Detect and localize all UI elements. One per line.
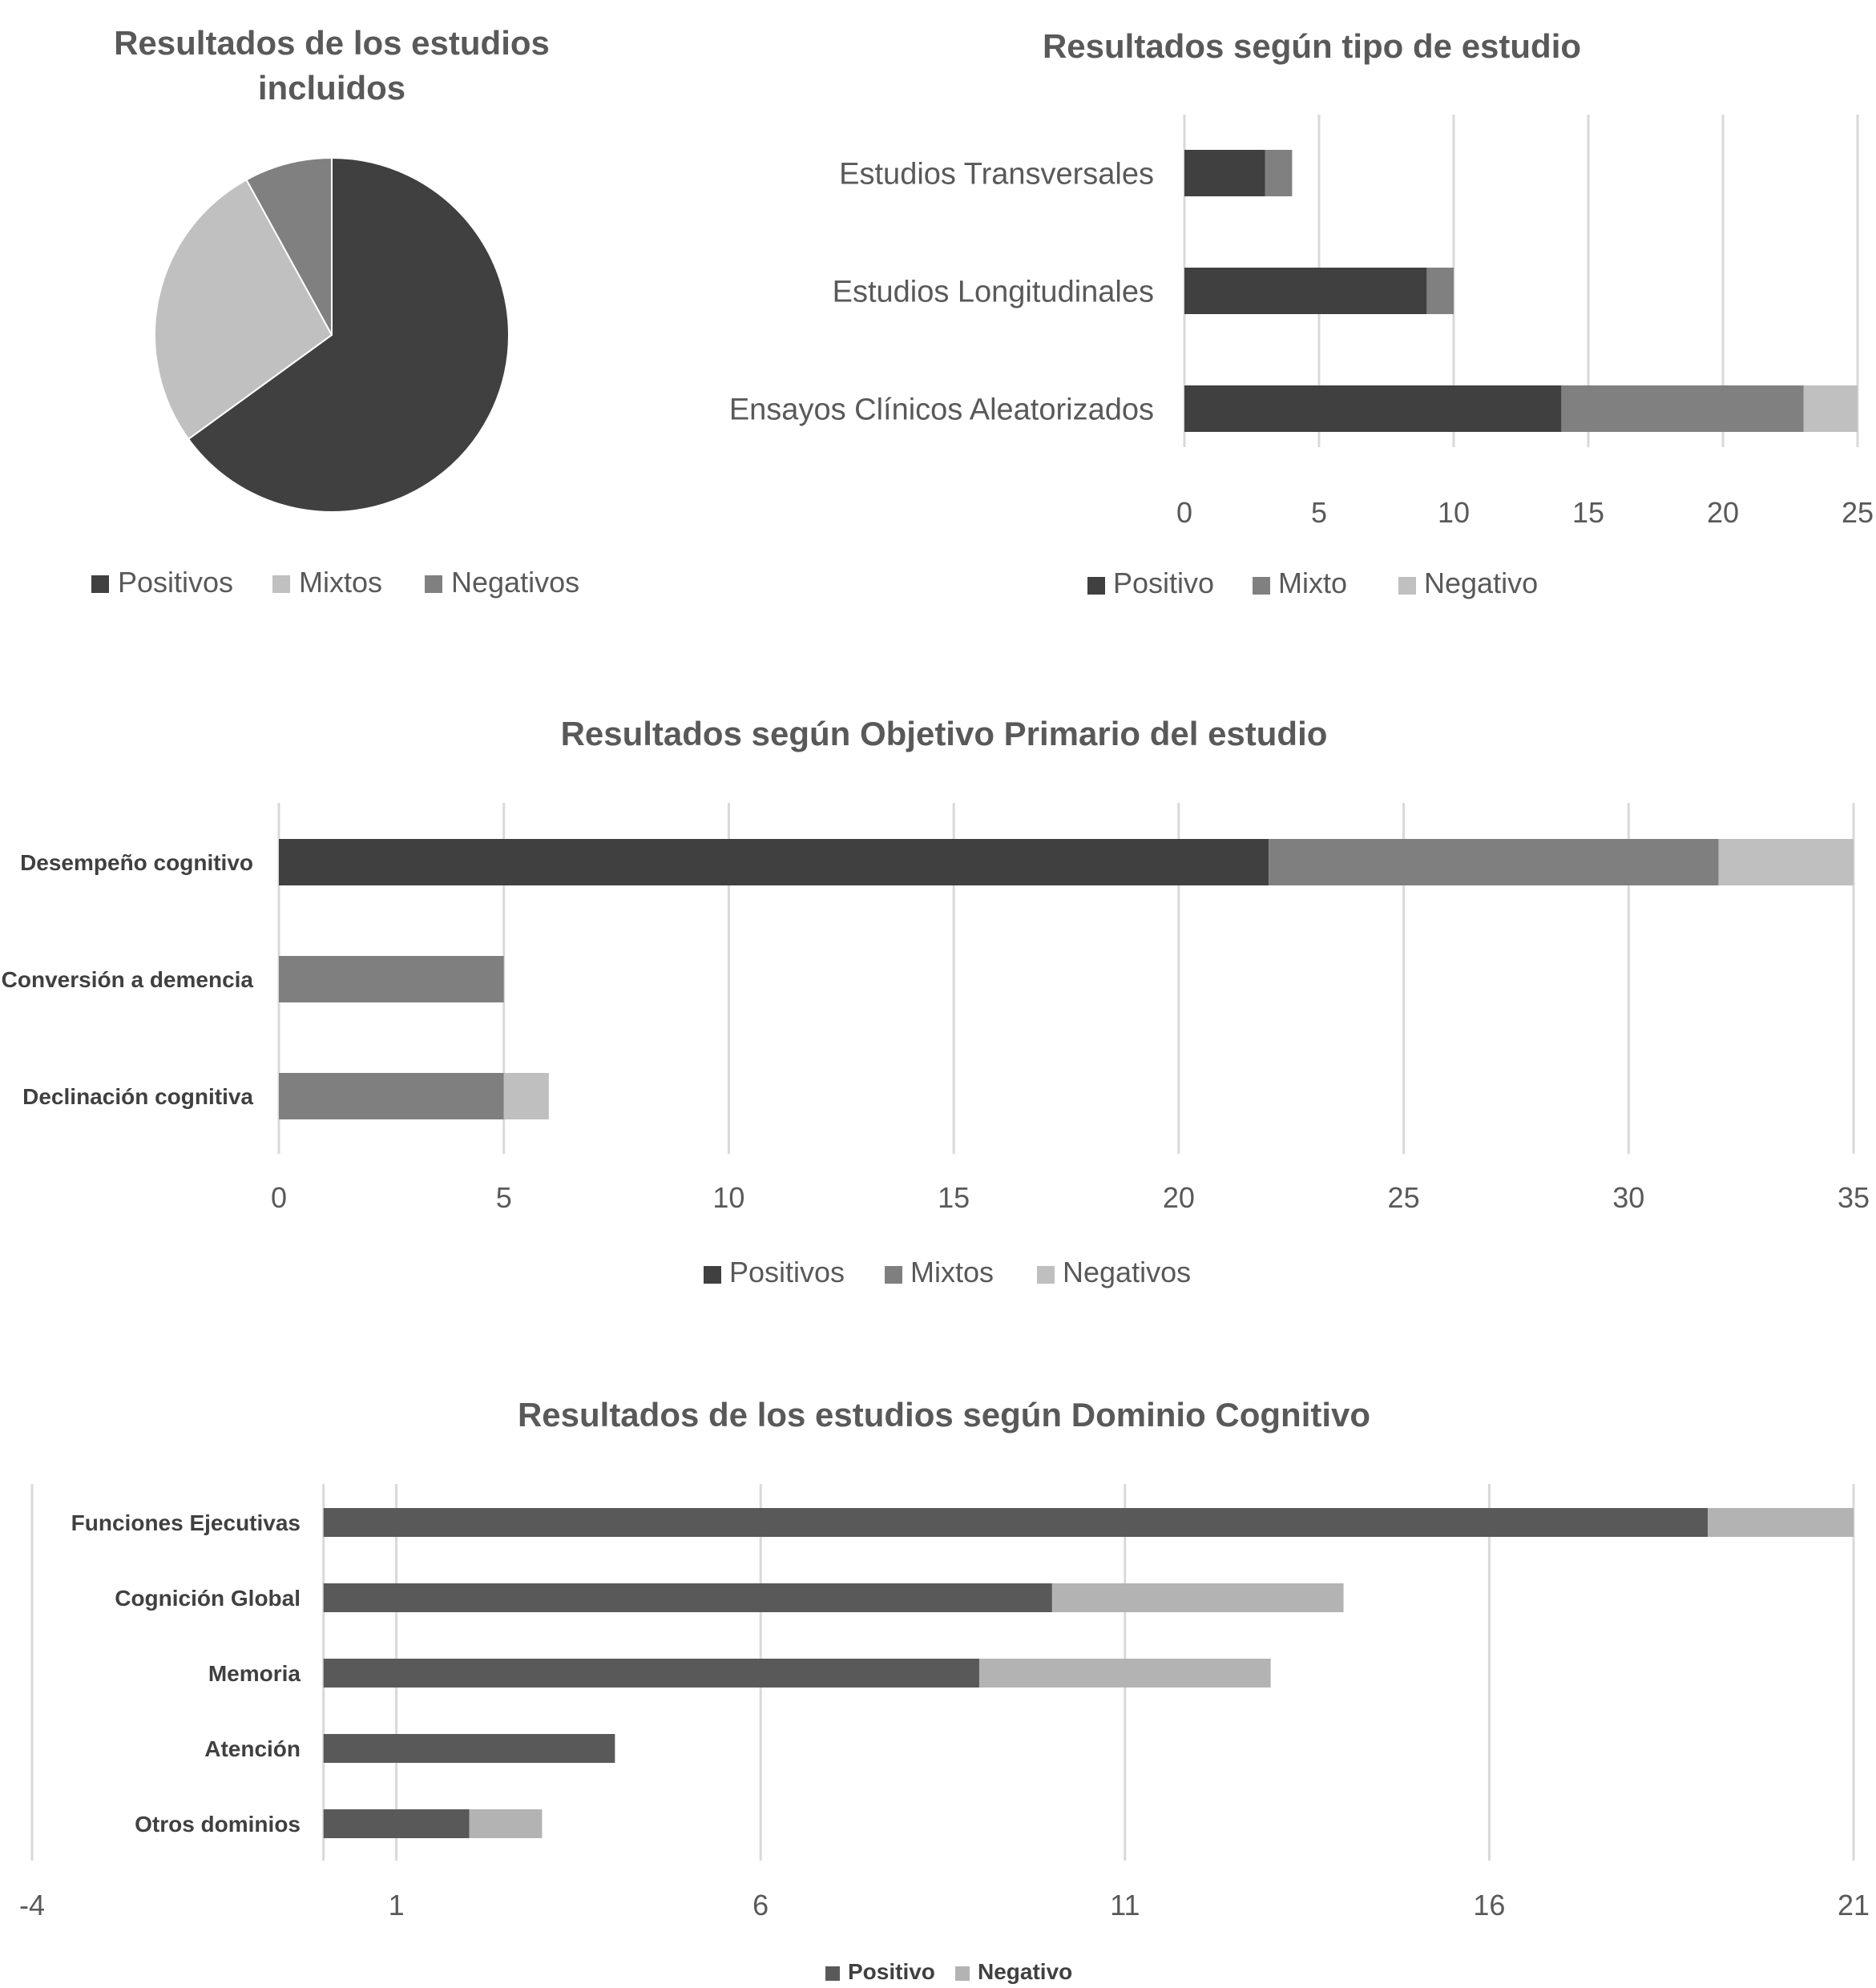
legend-swatch-positivo [825, 1966, 840, 1981]
category-label-estudios-longitudinales: Estudios Longitudinales [832, 275, 1154, 309]
x-tick-label: -4 [18, 1889, 46, 1921]
category-label-memoria: Memoria [208, 1660, 301, 1686]
x-tick-label: 21 [1837, 1889, 1870, 1921]
legend-swatch-positivo [1087, 577, 1105, 595]
bar-memoria-negativo [979, 1659, 1271, 1688]
bar-otros-dominios-positivo [324, 1809, 470, 1838]
legend-label-positivos: Positivos [729, 1256, 845, 1288]
legend-swatch-negativo [1398, 577, 1416, 595]
x-tick-label: 35 [1837, 1181, 1870, 1214]
category-label-declinacion-cognitiva: Declinación cognitiva [22, 1083, 253, 1109]
x-tick-label: 20 [1162, 1181, 1195, 1214]
study-type-chart-title: Resultados según tipo de estudio [1042, 27, 1582, 65]
category-label-estudios-transversales: Estudios Transversales [839, 157, 1154, 192]
x-tick-label: 6 [752, 1889, 769, 1921]
bar-desempeno-cognitivo-mixtos [1269, 839, 1718, 885]
legend-swatch-mixtos [885, 1266, 902, 1284]
category-label-desempeno-cognitivo: Desempeño cognitivo [20, 849, 253, 875]
bar-funciones-ejecutivas-negativo [1708, 1508, 1854, 1537]
primary-objective-chart [2, 715, 1870, 1288]
pie-chart-title-line-2: incluidos [257, 69, 406, 107]
category-label-funciones-ejecutivas: Funciones Ejecutivas [71, 1510, 301, 1535]
legend-swatch-positivos [704, 1266, 721, 1284]
bar-memoria-positivo [324, 1659, 979, 1688]
x-tick-label: 1 [388, 1889, 405, 1921]
pie-chart [91, 24, 579, 599]
category-label-atencion: Atención [204, 1736, 301, 1761]
bar-otros-dominios-negativo [470, 1809, 543, 1838]
cognitive-domain-chart-title: Resultados de los estudios según Dominio Cognitivo [517, 1396, 1371, 1434]
category-label-ensayos-clinicos-aleatorizados: Ensayos Clínicos Aleatorizados [728, 393, 1154, 427]
pie-chart-title [114, 24, 550, 107]
bar-cognicion-global-positivo [324, 1583, 1052, 1612]
x-tick-label: 10 [712, 1181, 745, 1214]
bar-declinacion-cognitiva-mixtos [279, 1073, 504, 1119]
bar-cognicion-global-negativo [1052, 1583, 1344, 1612]
bar-declinacion-cognitiva-negativos [504, 1073, 549, 1119]
x-tick-label: 0 [270, 1181, 288, 1214]
legend-label-positivo: Positivo [1113, 567, 1215, 599]
x-tick-label: 25 [1841, 496, 1874, 529]
x-tick-label: 15 [1571, 496, 1605, 529]
legend-label-mixtos: Mixtos [910, 1256, 994, 1288]
primary-objective-chart-title: Resultados según Objetivo Primario del estudio [560, 715, 1328, 752]
cognitive-domain-chart [19, 1396, 1870, 1984]
legend-swatch-mixto [1253, 577, 1270, 595]
x-tick-label: 15 [938, 1181, 970, 1214]
legend-label-mixtos: Mixtos [299, 566, 383, 599]
legend-swatch-negativos [1037, 1266, 1055, 1284]
bar-desempeno-cognitivo-positivos [279, 839, 1269, 885]
study-type-chart [729, 27, 1874, 599]
x-tick-label: 30 [1612, 1181, 1645, 1214]
legend-swatch-positivos [91, 575, 109, 593]
x-tick-label: 16 [1473, 1889, 1506, 1921]
bar-estudios-longitudinales-mixto [1426, 268, 1454, 314]
bar-conversion-a-demencia-mixtos [279, 956, 504, 1002]
x-tick-label: 0 [1176, 496, 1193, 529]
bar-estudios-transversales-mixto [1265, 150, 1293, 196]
legend-swatch-negativo [955, 1966, 970, 1981]
bar-atencion-positivo [324, 1734, 615, 1763]
legend-label-positivo: Positivo [848, 1959, 935, 1984]
legend-label-mixto: Mixto [1278, 567, 1348, 599]
pie-chart-title-line-1: Resultados de los estudios [114, 24, 550, 62]
category-label-otros-dominios: Otros dominios [135, 1811, 301, 1837]
x-tick-label: 25 [1387, 1181, 1420, 1214]
bar-estudios-longitudinales-positivo [1184, 268, 1426, 314]
bar-ensayos-clinicos-aleatorizados-negativo [1804, 385, 1858, 432]
category-label-cognicion-global: Cognición Global [115, 1585, 301, 1611]
legend-label-negativo: Negativo [978, 1959, 1073, 1984]
legend-label-positivos: Positivos [118, 566, 234, 599]
bar-ensayos-clinicos-aleatorizados-mixto [1561, 385, 1803, 432]
legend-swatch-negativos [425, 575, 442, 593]
legend-label-negativo: Negativo [1424, 567, 1539, 599]
x-tick-label: 5 [1310, 496, 1328, 529]
legend-swatch-mixtos [272, 575, 290, 593]
bar-funciones-ejecutivas-positivo [324, 1508, 1708, 1537]
x-tick-label: 10 [1437, 496, 1471, 529]
category-label-conversion-a-demencia: Conversión a demencia [1, 966, 253, 992]
x-tick-label: 20 [1706, 496, 1740, 529]
bar-ensayos-clinicos-aleatorizados-positivo [1184, 385, 1561, 432]
legend-label-negativos: Negativos [451, 566, 580, 599]
bar-desempeno-cognitivo-negativos [1719, 839, 1854, 885]
x-tick-label: 11 [1110, 1889, 1140, 1921]
x-tick-label: 5 [495, 1181, 512, 1214]
legend-label-negativos: Negativos [1063, 1256, 1192, 1288]
bar-estudios-transversales-positivo [1184, 150, 1265, 196]
